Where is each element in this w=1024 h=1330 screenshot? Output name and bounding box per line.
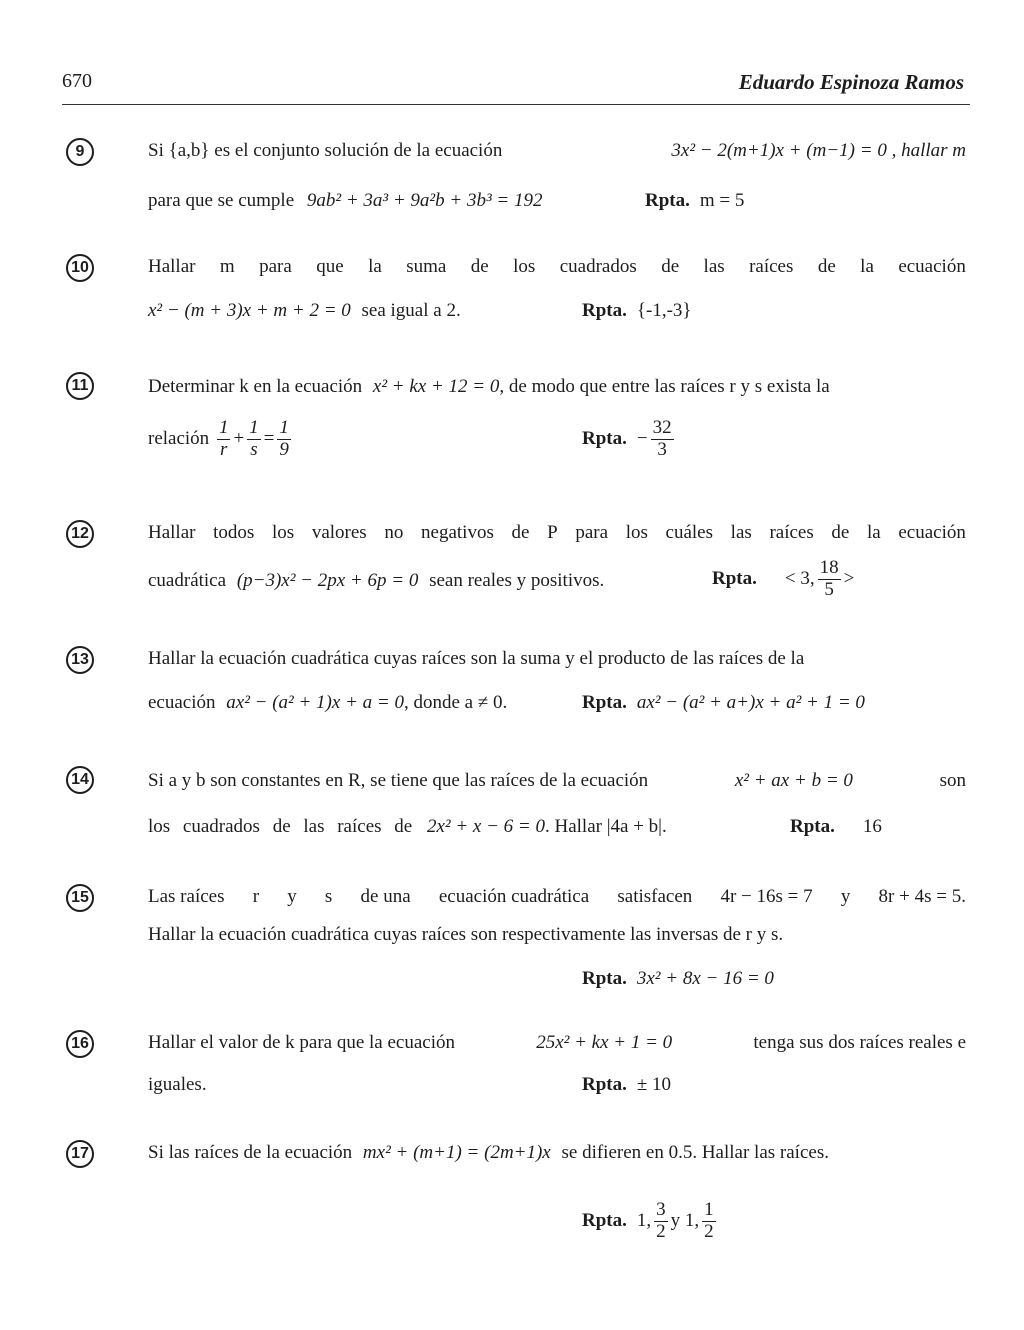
numerator: 3: [656, 1199, 666, 1220]
text-segment: Si las raíces de la ecuación: [148, 1142, 353, 1163]
rpta-value: {-1,-3}: [636, 300, 692, 321]
word: Hallar: [148, 256, 196, 277]
word: de: [831, 522, 850, 543]
rpta-label: Rpta.: [790, 816, 835, 837]
text-segment: ecuación: [148, 692, 216, 713]
rpta-label: Rpta.: [582, 692, 627, 713]
problem-9-line-2: [148, 190, 966, 212]
rpta-label: Rpta.: [582, 427, 627, 449]
rpta-value: m = 5: [699, 190, 745, 211]
text-segment: Si {a,b} es el conjunto solución de la ecuación: [148, 140, 503, 161]
numerator: 1: [704, 1199, 714, 1220]
word: m: [219, 256, 235, 277]
problem-number-15: 15: [66, 884, 94, 912]
problem-12-line-1: [148, 522, 966, 544]
problem-16-line-1: [148, 1032, 966, 1054]
problem-11-answer: [582, 418, 677, 461]
word: de: [511, 522, 530, 543]
problem-number-9: 9: [66, 138, 94, 166]
rpta-value: ax² − (a² + a+)x + a² + 1 = 0: [636, 692, 865, 713]
text-segment: , donde a ≠ 0.: [403, 692, 508, 713]
problem-number-11: 11: [66, 372, 94, 400]
rpta-suffix: >: [843, 567, 855, 589]
problem-13-line-1: Hallar la ecuación cuadrática cuyas raíces son la suma y el producto de las raíces de la: [148, 648, 805, 669]
text-segment: cuadrática: [148, 570, 227, 591]
rpta-label: Rpta.: [582, 1209, 627, 1231]
text-segment: sean reales y positivos.: [429, 570, 605, 591]
word: de: [470, 256, 489, 277]
problem-number-13: 13: [66, 646, 94, 674]
text-segment: relación: [148, 427, 210, 449]
numerator: 1: [279, 417, 289, 438]
word: cuáles: [665, 522, 714, 543]
problem-10-answer: [582, 300, 692, 322]
text-segment: y: [287, 886, 297, 907]
fraction: [217, 418, 231, 461]
word: Hallar: [148, 522, 196, 543]
problem-17-line-1: [148, 1142, 966, 1164]
fraction: [247, 418, 261, 461]
word: la: [860, 256, 874, 277]
problem-12-answer: [712, 558, 854, 601]
problem-10-line-2: [148, 300, 966, 322]
word: las: [730, 522, 752, 543]
fraction: [651, 418, 674, 461]
rpta-value: 3x² + 8x − 16 = 0: [636, 968, 774, 989]
problem-9-line-1: [148, 140, 966, 162]
fraction: [818, 558, 841, 601]
equation: ax² − (a² + 1)x + a = 0: [226, 692, 404, 713]
word: que: [316, 256, 344, 277]
word: ecuación: [898, 256, 966, 277]
rpta-label: Rpta.: [582, 1074, 627, 1095]
word: los: [513, 256, 536, 277]
numerator: 32: [652, 417, 672, 438]
equation: 2x² + x − 6 = 0: [426, 816, 545, 837]
page-number: 670: [62, 70, 92, 92]
problem-16-answer: [582, 1074, 671, 1096]
text-segment: los cuadrados de las raíces de: [148, 816, 413, 837]
rpta-label: Rpta.: [582, 968, 627, 989]
rpta-text: y 1,: [670, 1209, 700, 1231]
text-segment: para que se cumple: [148, 190, 295, 211]
numerator: 18: [819, 557, 839, 578]
problem-9-answer: [645, 190, 744, 212]
text-segment: y: [840, 886, 851, 907]
equation: 9ab² + 3a³ + 9a²b + 3b³ = 192: [306, 190, 543, 211]
author-name: Eduardo Espinoza Ramos: [738, 70, 964, 94]
fraction: [277, 418, 291, 461]
denominator: 5: [824, 578, 834, 600]
rpta-value: ± 10: [636, 1074, 672, 1095]
word: no: [384, 522, 404, 543]
problem-number-12: 12: [66, 520, 94, 548]
text-segment: ecuación cuadrática: [438, 886, 590, 907]
text-segment: s: [324, 886, 333, 907]
problem-13-answer: [582, 692, 865, 714]
problem-number-10: 10: [66, 254, 94, 282]
word: negativos: [421, 522, 494, 543]
problem-16-line-2: iguales.: [148, 1074, 207, 1095]
text-segment: tenga sus dos raíces reales e: [753, 1032, 966, 1053]
word: raíces: [769, 522, 814, 543]
rpta-label: Rpta.: [712, 567, 757, 589]
word: la: [867, 522, 881, 543]
text-segment: Las raíces: [148, 886, 225, 907]
word: P: [547, 522, 558, 543]
problem-15-line-1: [148, 886, 966, 908]
equation: (p−3)x² − 2px + 6p = 0: [236, 570, 419, 591]
denominator: 2: [656, 1220, 666, 1242]
word: suma: [406, 256, 447, 277]
problem-14-line-1: [148, 770, 966, 792]
word: todos: [213, 522, 255, 543]
denominator: 2: [704, 1220, 714, 1242]
problem-15-answer: [582, 968, 774, 990]
rpta-text: 1,: [636, 1209, 652, 1231]
word: raíces: [749, 256, 794, 277]
text-segment: , de modo que entre las raíces r y s exista la: [499, 376, 830, 397]
problem-17-answer: [582, 1200, 719, 1243]
problem-number-14: 14: [66, 766, 94, 794]
header-divider: [62, 104, 970, 105]
equation: x² + kx + 12 = 0: [372, 376, 500, 397]
word: las: [703, 256, 725, 277]
word: los: [271, 522, 295, 543]
rpta-label: Rpta.: [645, 190, 690, 211]
problem-10-line-1: [148, 256, 966, 278]
problem-number-16: 16: [66, 1030, 94, 1058]
rpta-label: Rpta.: [582, 300, 627, 321]
text-segment: satisfacen: [617, 886, 693, 907]
text-segment: son: [939, 770, 966, 791]
numerator: 1: [249, 417, 259, 438]
equation: 3x² − 2(m+1)x + (m−1) = 0 , hallar m: [671, 140, 966, 161]
text-segment: Si a y b son constantes en R, se tiene que las raíces de la ecuación: [148, 770, 649, 791]
equation: 4r − 16s = 7: [720, 886, 813, 907]
text-segment: Determinar k en la ecuación: [148, 376, 363, 397]
problem-15-line-2: Hallar la ecuación cuadrática cuyas raíces son respectivamente las inversas de r y s.: [148, 924, 784, 945]
text-segment: . Hallar |4a + b|.: [545, 816, 667, 837]
word: cuadrados: [559, 256, 637, 277]
text-segment: se difieren en 0.5. Hallar las raíces.: [561, 1142, 829, 1163]
denominator: 9: [279, 438, 289, 460]
word: de: [817, 256, 836, 277]
problem-11-line-2: relación $\frac{1}{r}$ + $\frac{1}{s}$ = $\frac{1}{9}$: [148, 417, 289, 460]
equation: 8r + 4s = 5.: [878, 886, 966, 907]
problem-14-answer: [790, 816, 882, 838]
equation: x² + ax + b = 0: [734, 770, 853, 791]
rpta-sign: −: [636, 427, 648, 449]
denominator: s: [250, 438, 258, 460]
denominator: 3: [657, 438, 667, 460]
word: para: [575, 522, 609, 543]
numerator: 1: [218, 417, 229, 438]
equation: 25x² + kx + 1 = 0: [536, 1032, 673, 1053]
denominator: r: [219, 438, 228, 460]
problem-11-line-1: [148, 376, 966, 398]
problem-number-17: 17: [66, 1140, 94, 1168]
fraction: [702, 1200, 716, 1243]
text-segment: sea igual a 2.: [361, 300, 461, 321]
text-segment: Hallar el valor de k para que la ecuación: [148, 1032, 456, 1053]
equation: x² − (m + 3)x + m + 2 = 0: [148, 300, 351, 321]
word: los: [625, 522, 648, 543]
word: valores: [311, 522, 367, 543]
rpta-value: 16: [862, 816, 882, 837]
text-segment: r: [252, 886, 260, 907]
word: para: [259, 256, 292, 277]
text-segment: de una: [360, 886, 411, 907]
rpta-prefix: < 3,: [784, 567, 815, 589]
equation: mx² + (m+1) = (2m+1)x: [362, 1142, 551, 1163]
fraction: [654, 1200, 668, 1243]
word: de: [661, 256, 680, 277]
word: ecuación: [898, 522, 966, 543]
word: la: [368, 256, 382, 277]
